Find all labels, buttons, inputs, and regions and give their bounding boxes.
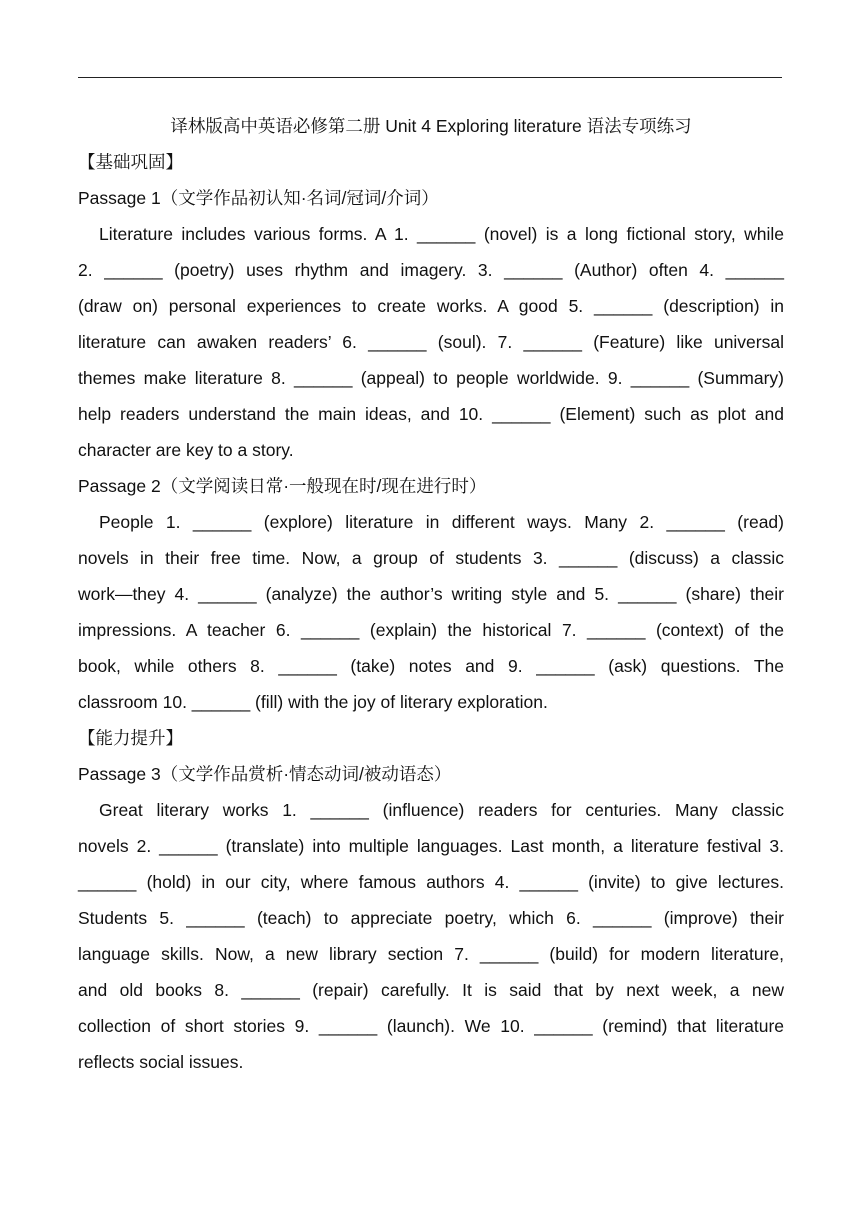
passage-line: themes make literature 8. ______ (appeal) to people worldwide. 9. ______ (Summary) — [78, 368, 784, 388]
passage-1-title: Passage 1（文学作品初认知·名词/冠词/介词） — [78, 188, 439, 208]
passage-line: People 1. ______ (explore) literature in different ways. Many 2. ______ (read) — [99, 512, 784, 532]
passage-line: work—they 4. ______ (analyze) the author’s writing style and 5. ______ (share) their — [78, 584, 784, 604]
passage-line: novels in their free time. Now, a group of students 3. ______ (discuss) a classic — [78, 548, 784, 568]
passage-line: language skills. Now, a new library section 7. ______ (build) for modern literature, — [78, 944, 784, 964]
passage-2-title: Passage 2（文学阅读日常·一般现在时/现在进行时） — [78, 476, 487, 496]
worksheet — [78, 108, 784, 1080]
passage-line: classroom 10. ______ (fill) with the joy of literary exploration. — [78, 692, 548, 712]
passage-line: character are key to a story. — [78, 440, 294, 460]
passage-line: (draw on) personal experiences to create works. A good 5. ______ (description) in — [78, 296, 784, 316]
passage-line: literature can awaken readers’ 6. ______ (soul). 7. ______ (Feature) like universal — [78, 332, 784, 352]
passage-line: impressions. A teacher 6. ______ (explain) the historical 7. ______ (context) of the — [78, 620, 784, 640]
page-title: 译林版高中英语必修第二册 Unit 4 Exploring literature 语法专项练习 — [170, 116, 692, 136]
passage-line: book, while others 8. ______ (take) notes and 9. ______ (ask) questions. The — [78, 656, 784, 676]
passage-line: 2. ______ (poetry) uses rhythm and imagery. 3. ______ (Author) often 4. ______ — [78, 260, 784, 280]
passage-line: help readers understand the main ideas, and 10. ______ (Element) such as plot and — [78, 404, 784, 424]
section-heading-basic: 【基础巩固】 — [78, 152, 183, 172]
passage-line: Literature includes various forms. A 1. ______ (novel) is a long fictional story, while — [99, 224, 784, 244]
section-heading-advanced: 【能力提升】 — [78, 728, 183, 748]
passage-3-title: Passage 3（文学作品赏析·情态动词/被动语态） — [78, 764, 452, 784]
header-rule — [78, 77, 782, 78]
passage-line: and old books 8. ______ (repair) carefully. It is said that by next week, a new — [78, 980, 784, 1000]
passage-line: Great literary works 1. ______ (influence) readers for centuries. Many classic — [99, 800, 784, 820]
passage-line: ______ (hold) in our city, where famous authors 4. ______ (invite) to give lectures. — [78, 872, 784, 892]
passage-3-text — [78, 792, 784, 1080]
passage-line: collection of short stories 9. ______ (launch). We 10. ______ (remind) that literature — [78, 1016, 784, 1036]
passage-2-text — [78, 504, 784, 720]
passage-1-text — [78, 216, 784, 468]
passage-line: Students 5. ______ (teach) to appreciate poetry, which 6. ______ (improve) their — [78, 908, 784, 928]
passage-line: novels 2. ______ (translate) into multiple languages. Last month, a literature festival 3. — [78, 836, 784, 856]
passage-line: reflects social issues. — [78, 1052, 244, 1072]
